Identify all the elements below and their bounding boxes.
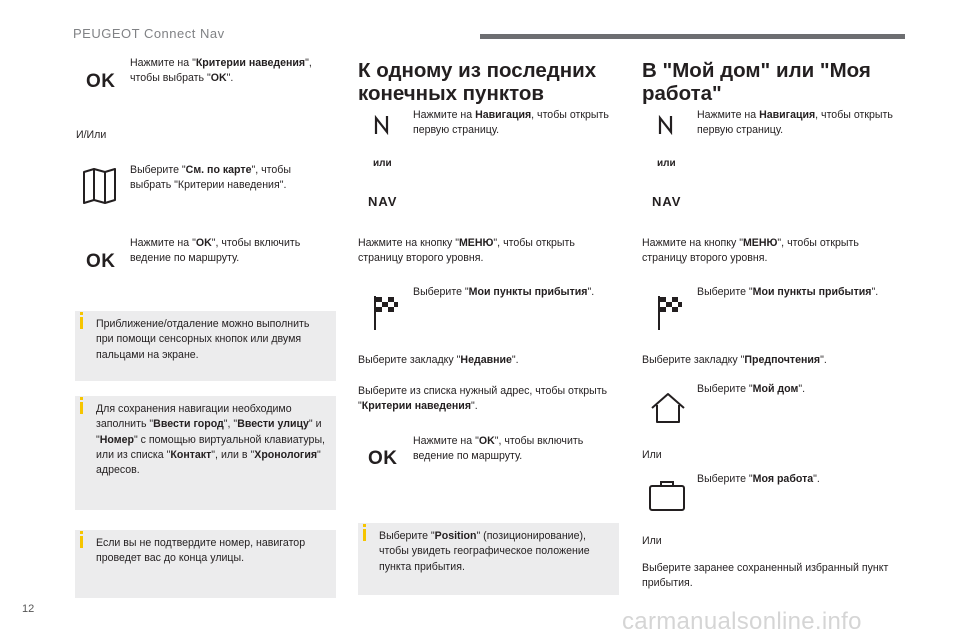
col3-step-2: Нажмите на кнопку "МЕНЮ", чтобы открыть страницу второго уровня. [642, 237, 859, 265]
note-text: Приближение/отдаление можно выполнить при помощи сенсорных кнопок или двумя пальцами на экране. [96, 318, 310, 361]
or-small-label: или [657, 158, 676, 169]
checkered-flag-icon [373, 295, 399, 331]
nav-button-icon: NAV [652, 194, 682, 209]
note-zoom [75, 311, 336, 381]
map-icon [83, 168, 116, 204]
info-icon [363, 529, 366, 541]
ok-icon: OK [86, 251, 116, 272]
section-heading-home-work: В "Мой дом" или "Моя работа" [642, 59, 871, 105]
col2-step-3: Выберите "Мои пункты прибытия". [413, 286, 595, 298]
section-heading-recent: К одному из последних конечных пунктов [358, 59, 597, 105]
col1-step-2: Выберите "См. по карте", чтобы выбрать "Критерии наведения". [130, 164, 291, 192]
info-icon [80, 536, 83, 548]
col3-step-3: Выберите "Мои пункты прибытия". [697, 286, 879, 298]
ok-icon: OK [368, 448, 398, 469]
col3-step-7: Выберите заранее сохраненный избранный пункт прибытия. [642, 562, 889, 590]
or-small-label: или [373, 158, 392, 169]
compass-n-icon [657, 115, 675, 135]
note-text: Если вы не подтвердите номер, навигатор проведет вас до конца улицы. [96, 537, 306, 565]
compass-n-icon [373, 115, 391, 135]
col2-step-5: Выберите из списка нужный адрес, чтобы открыть "Критерии наведения". [358, 385, 608, 413]
watermark: carmanualsonline.info [622, 608, 862, 635]
col2-step-1: Нажмите на Навигация, чтобы открыть первую страницу. [413, 109, 609, 137]
page-number: 12 [22, 603, 35, 615]
col3-step-5: Выберите "Мой дом". [697, 383, 806, 395]
col3-step-4: Выберите закладку "Предпочтения". [642, 354, 827, 366]
note-text: Для сохранения навигации необходимо заполнить "Ввести город", "Ввести улицу" и "Номер" с помощью виртуальной клавиатуры, или из списка "Контакт", или в "Хронология" адресов. [96, 403, 326, 477]
note-number [75, 530, 336, 598]
col1-or-label: И/Или [76, 129, 107, 141]
info-icon [80, 317, 83, 329]
header-title: PEUGEOT Connect Nav [73, 26, 225, 41]
ok-icon: OK [86, 71, 116, 92]
col3-or-label: Или [642, 449, 662, 461]
checkered-flag-icon [657, 295, 683, 331]
col1-step-3: Нажмите на "OK", чтобы включить ведение по маршруту. [130, 237, 301, 265]
briefcase-icon [648, 480, 686, 512]
col3-step-1: Нажмите на Навигация, чтобы открыть первую страницу. [697, 109, 893, 137]
note-position [358, 523, 619, 595]
info-icon [80, 402, 83, 414]
nav-button-icon: NAV [368, 194, 398, 209]
home-icon [649, 391, 687, 425]
note-address [75, 396, 336, 510]
col1-step-1: Нажмите на "Критерии наведения", чтобы выбрать "OK". [130, 57, 312, 85]
header-bar [480, 34, 905, 39]
col3-or-label: Или [642, 535, 662, 547]
col2-step-4: Выберите закладку "Недавние". [358, 354, 519, 366]
col2-step-2: Нажмите на кнопку "МЕНЮ", чтобы открыть страницу второго уровня. [358, 237, 575, 265]
note-text: Выберите "Position" (позиционирование), чтобы увидеть географическое положение пункта прибытия. [379, 530, 590, 573]
col2-step-6: Нажмите на "OK", чтобы включить ведение по маршруту. [413, 435, 584, 463]
col3-step-6: Выберите "Моя работа". [697, 473, 820, 485]
